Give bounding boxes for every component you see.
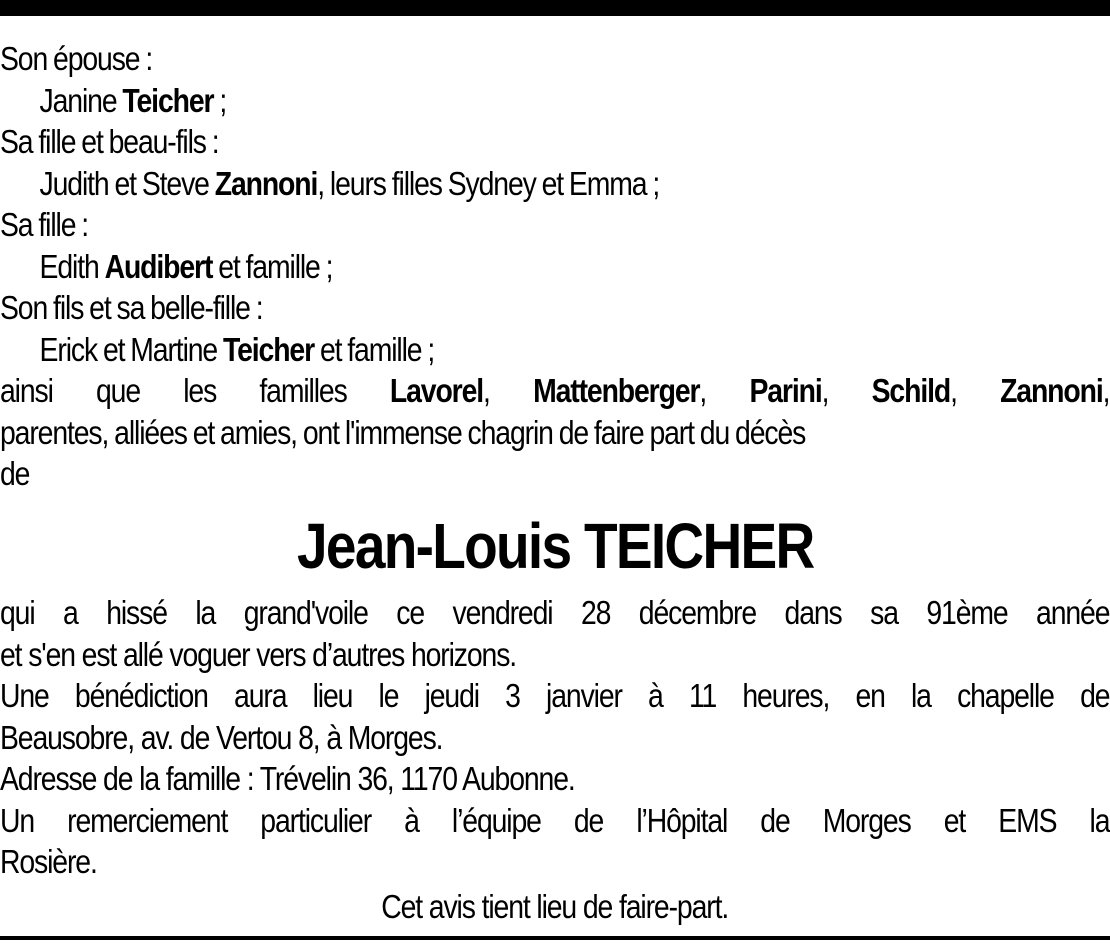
daughter2-heading: Sa fille : <box>0 206 89 243</box>
details-line-5: Adresse de la famille : Trévelin 36, 1170 Aubonne. <box>0 760 575 797</box>
details-line-7: Rosière. <box>0 843 97 880</box>
spouse-entry <box>0 80 1109 122</box>
spouse-first: Janine <box>39 81 117 119</box>
daughter1-entry <box>0 163 1109 205</box>
details-line-6: Un remerciement particulier à l’équipe de l’Hôpital de Morges et EMS la <box>0 801 1110 839</box>
family-name: Mattenberger <box>533 372 700 409</box>
announcement-line-1: parentes, alliées et amies, ont l'immense chagrin de faire part du décès <box>0 413 806 451</box>
daughter1-end: , leurs filles Sydney et Emma ; <box>317 164 660 202</box>
son-entry <box>0 329 1109 371</box>
announcement-line-2: de <box>0 455 30 492</box>
details-line-4: Beausobre, av. de Vertou 8, à Morges. <box>0 718 443 756</box>
details-block <box>0 592 1110 883</box>
bottom-rule <box>0 936 1110 940</box>
families-line: ainsi que les familles Lavorel, Mattenberger, Parini, Schild, Zannoni, <box>0 372 1110 409</box>
families-intro: ainsi que les familles <box>0 372 347 409</box>
son-first: Erick et Martine <box>39 330 218 368</box>
son-last: Teicher <box>223 330 315 368</box>
daughter1-heading: Sa fille et beau-fils : <box>0 123 219 160</box>
closing-note <box>0 886 1110 928</box>
details-line-1: qui a hissé la grand'voile ce vendredi 28 décembre dans sa 91ème année <box>0 594 1110 631</box>
details-line-3: Une bénédiction aura lieu le jeudi 3 janvier à 11 heures, en la chapelle de <box>0 677 1110 714</box>
family-list <box>0 38 1110 495</box>
closing-text: Cet avis tient lieu de faire-part. <box>381 888 729 925</box>
spouse-end: ; <box>213 81 227 119</box>
daughter2-last: Audibert <box>104 247 213 285</box>
daughter1-first: Judith et Steve <box>39 164 209 202</box>
family-name: Lavorel <box>389 372 484 409</box>
top-rule <box>0 0 1110 16</box>
deceased-name <box>0 508 1110 584</box>
spouse-last: Teicher <box>122 81 214 119</box>
daughter2-first: Edith <box>39 247 99 285</box>
daughter2-entry <box>0 246 1109 288</box>
details-line-2: et s'en est allé voguer vers d’autres horizons. <box>0 635 517 673</box>
family-name: Zannoni <box>1000 372 1103 409</box>
son-end: et famille ; <box>314 330 435 368</box>
family-name: Parini <box>749 372 822 409</box>
daughter2-end: et famille ; <box>212 247 333 285</box>
daughter1-last: Zannoni <box>214 164 318 202</box>
family-name: Schild <box>871 372 951 409</box>
spouse-heading: Son épouse : <box>0 40 153 77</box>
deceased-name-text: Jean-Louis TEICHER <box>296 510 814 582</box>
son-heading: Son fils et sa belle-fille : <box>0 289 263 326</box>
